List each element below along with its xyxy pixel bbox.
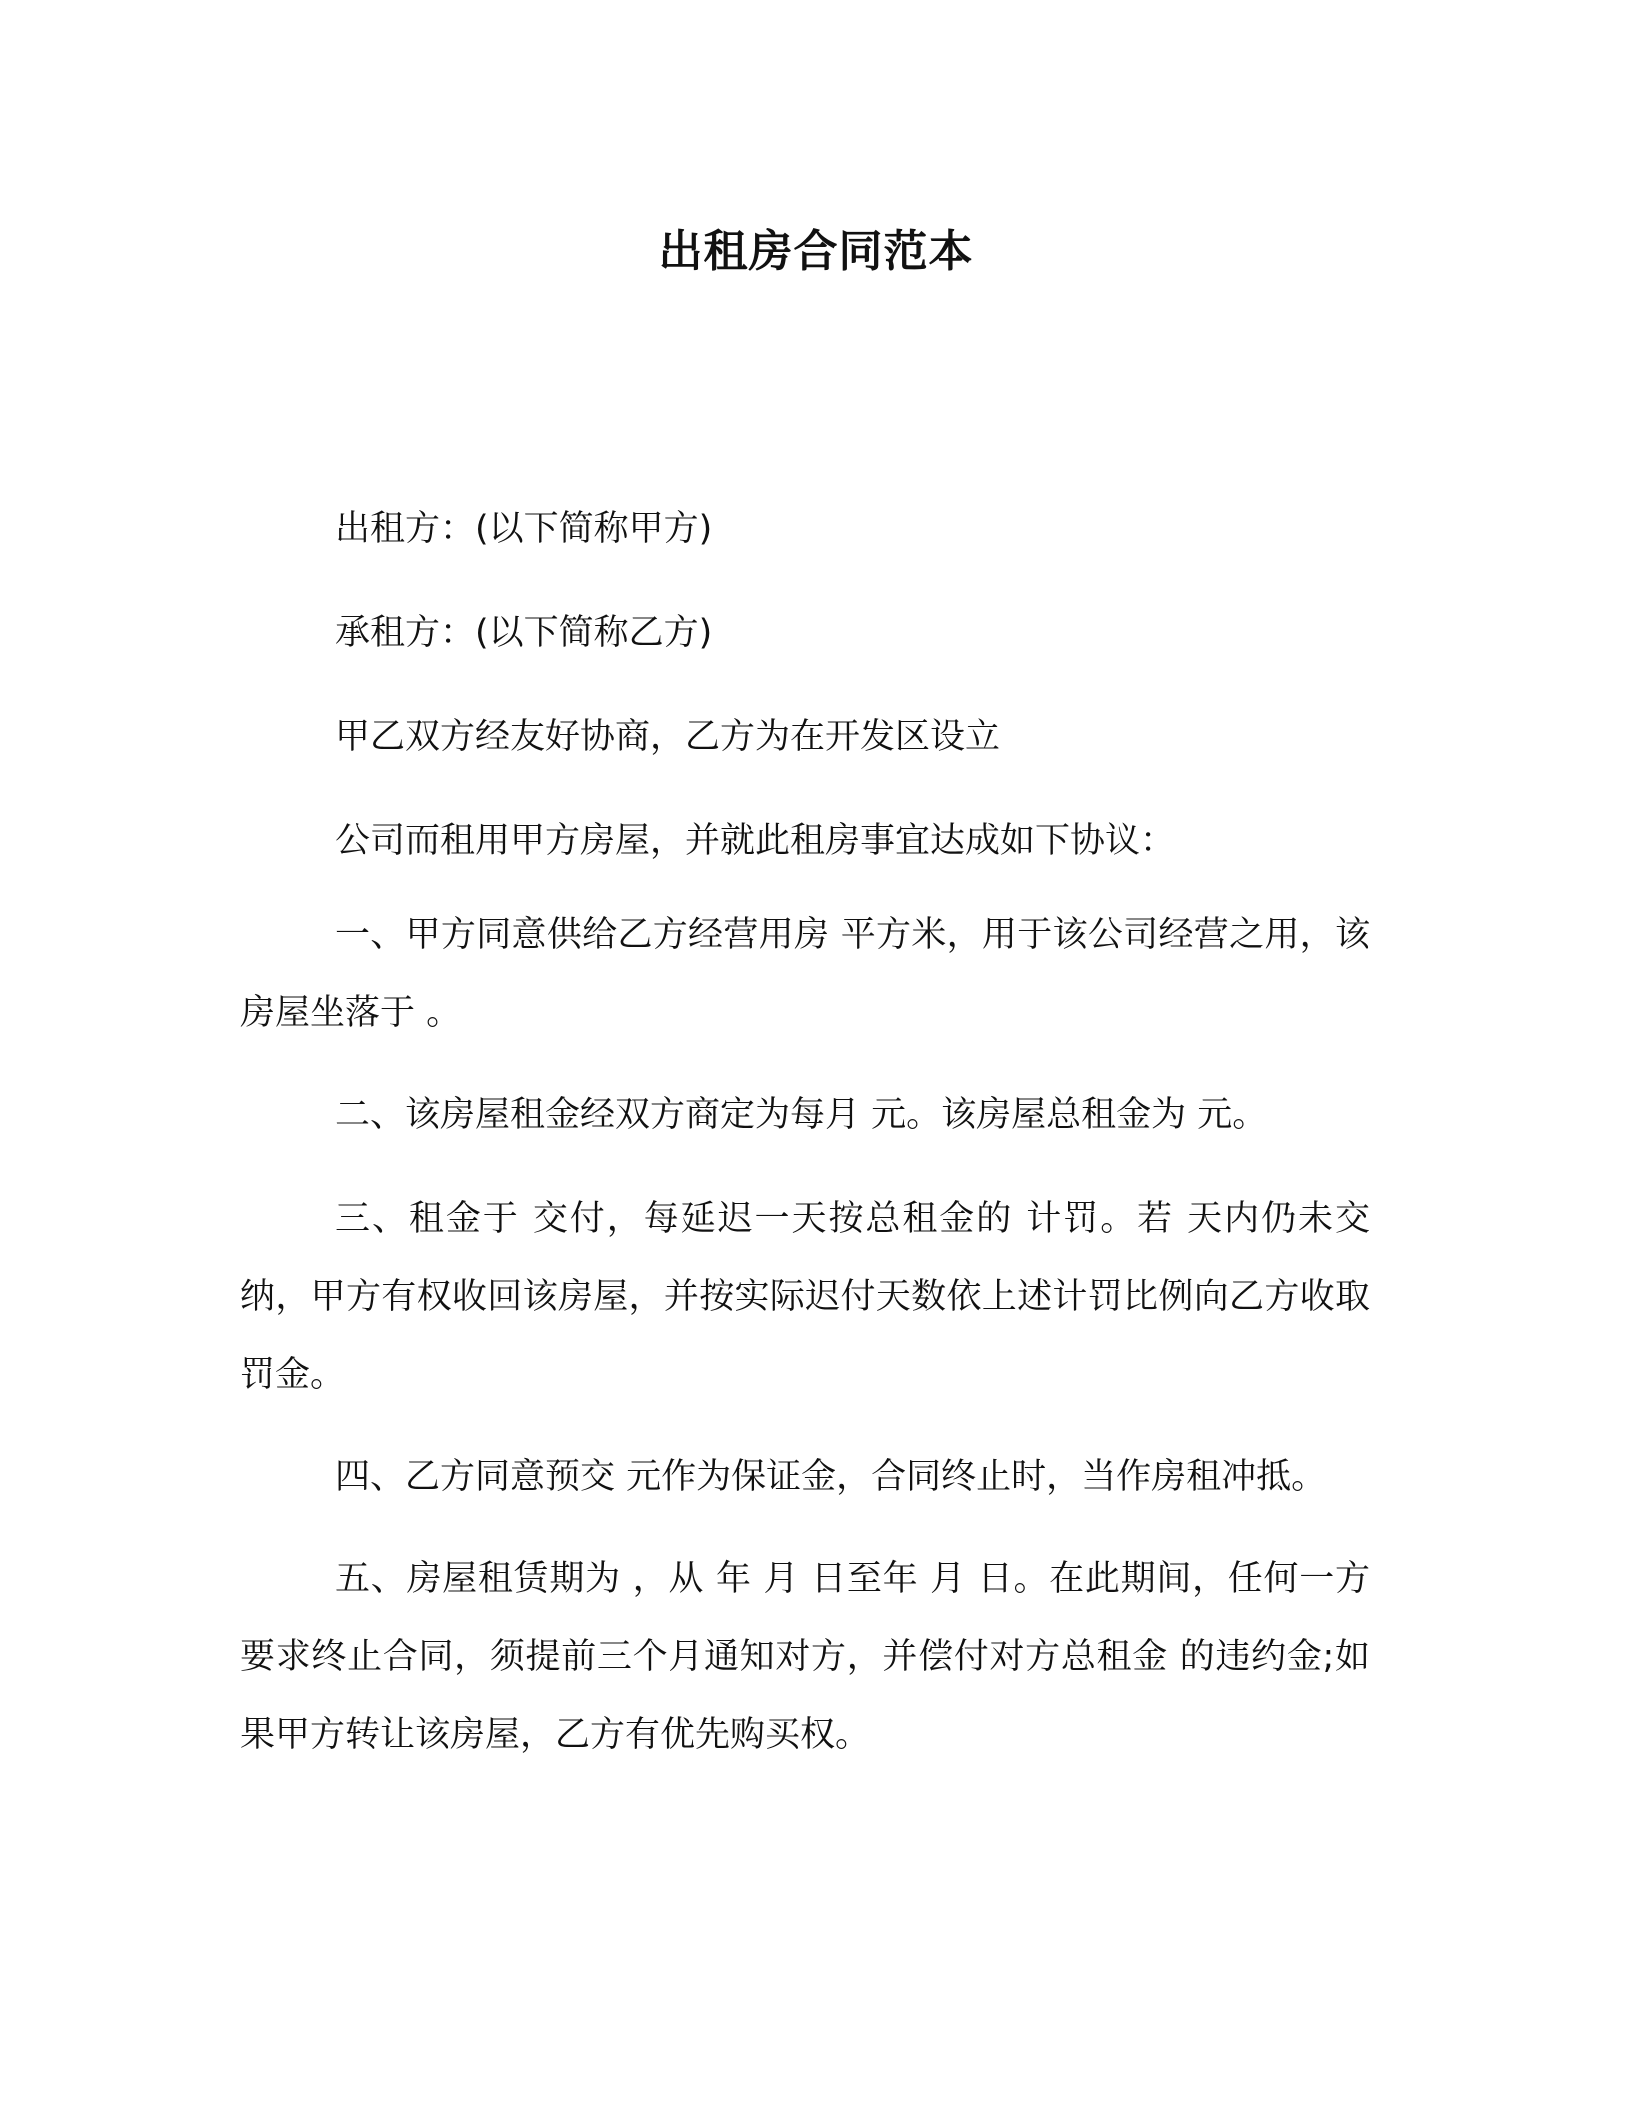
paragraph-agreement: 公司而租用甲方房屋，并就此租房事宜达成如下协议： (335, 821, 1176, 861)
paragraph-clause-1: 一、甲方同意供给乙方经营用房 平方米，用于该公司经营之用，该房屋坐落于 。 (240, 915, 1370, 1033)
paragraph-lessor: 出租方：(以下简称甲方) (335, 509, 713, 549)
paragraph-clause-5: 五、房屋租赁期为 ，从 年 月 日至年 月 日。在此期间，任何一方要求终止合同，须提前三个月通知对方，并偿付对方总租金 的违约金;如果甲方转让该房屋，乙方有优先购买权。 (240, 1559, 1370, 1755)
paragraph-clause-3: 三、租金于 交付，每延迟一天按总租金的 计罚。若 天内仍未交纳，甲方有权收回该房屋，并按实际迟付天数依上述计罚比例向乙方收取罚金。 (240, 1199, 1370, 1395)
paragraph-lessee: 承租方：(以下简称乙方) (335, 613, 713, 653)
paragraph-clause-2: 二、该房屋租金经双方商定为每月 元。该房屋总租金为 元。 (335, 1095, 1268, 1135)
paragraph-clause-4: 四、乙方同意预交 元作为保证金，合同终止时，当作房租冲抵。 (335, 1457, 1327, 1497)
document-title: 出租房合同范本 (658, 226, 974, 277)
paragraph-intro: 甲乙双方经友好协商，乙方为在开发区设立 (335, 717, 1001, 757)
